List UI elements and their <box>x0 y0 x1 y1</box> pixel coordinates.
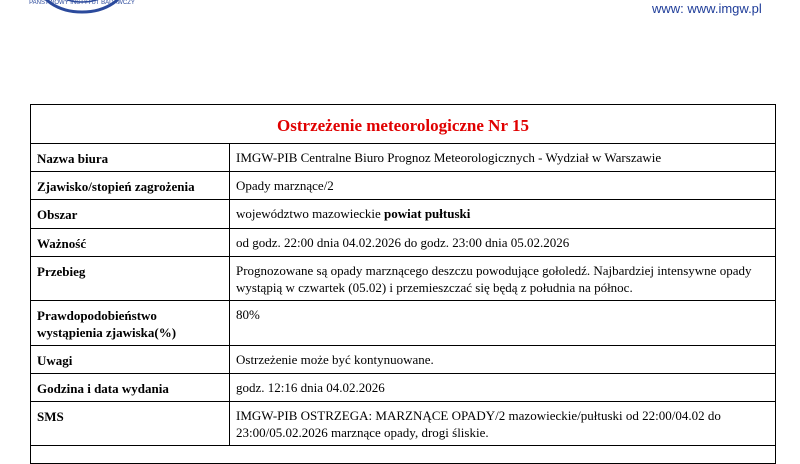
row-label: Przebieg <box>31 257 230 301</box>
table-row <box>31 374 776 402</box>
row-value: IMGW-PIB OSTRZEGA: MARZNĄCE OPADY/2 mazowieckie/pułtuski od 22:00/04.02 do 23:00/05.02.2026 marznące opady, drogi śliskie. <box>230 402 776 446</box>
row-label: Prawdopodobieństwo wystąpienia zjawiska(%) <box>31 301 230 346</box>
table-row <box>31 402 776 446</box>
row-value: godz. 12:16 dnia 04.02.2026 <box>230 374 776 402</box>
table-row <box>31 144 776 172</box>
row-value <box>230 200 776 229</box>
area-region: województwo mazowieckie <box>236 206 381 221</box>
svg-text:PAŃSTWOWY INSTYTUT BADAWCZY: PAŃSTWOWY INSTYTUT BADAWCZY <box>29 0 135 6</box>
row-value: Opady marznące/2 <box>230 172 776 200</box>
row-label: Nazwa biura <box>31 144 230 172</box>
row-label: Obszar <box>31 200 230 229</box>
table-row <box>31 346 776 374</box>
row-value: od godz. 22:00 dnia 04.02.2026 do godz. 23:00 dnia 05.02.2026 <box>230 229 776 257</box>
row-value: 80% <box>230 301 776 346</box>
row-label: SMS <box>31 402 230 446</box>
warning-table <box>30 143 776 446</box>
row-label: Ważność <box>31 229 230 257</box>
row-label: Uwagi <box>31 346 230 374</box>
imgw-logo-icon <box>29 0 135 14</box>
row-value: Prognozowane są opady marznącego deszczu powodujące gołoledź. Najbardziej intensywne opady wystąpią w czwartek (05.02) i przemieszczać się będą z południa na północ. <box>230 257 776 301</box>
website-link[interactable]: www: www.imgw.pl <box>652 1 762 16</box>
area-district: powiat pułtuski <box>384 206 471 221</box>
row-label: Godzina i data wydania <box>31 374 230 402</box>
row-label: Zjawisko/stopień zagrożenia <box>31 172 230 200</box>
table-row <box>31 229 776 257</box>
table-row <box>31 172 776 200</box>
warning-title: Ostrzeżenie meteorologiczne Nr 15 <box>277 116 529 135</box>
table-row <box>31 200 776 229</box>
table-row <box>31 301 776 346</box>
row-value: IMGW-PIB Centralne Biuro Prognoz Meteorologicznych - Wydział w Warszawie <box>230 144 776 172</box>
row-value: Ostrzeżenie może być kontynuowane. <box>230 346 776 374</box>
table-row <box>31 257 776 301</box>
